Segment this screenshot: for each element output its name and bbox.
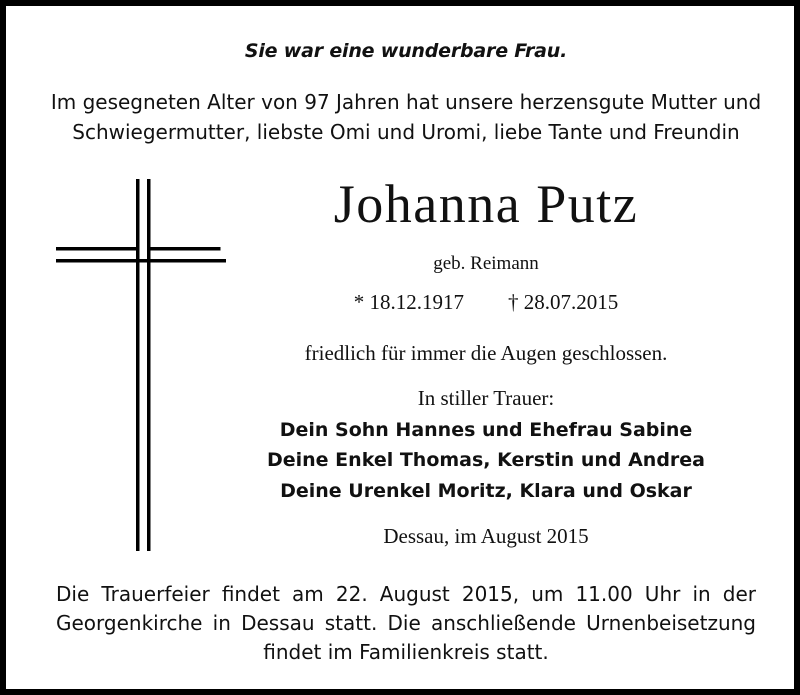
place-and-date: Dessau, im August 2015 <box>383 524 589 548</box>
cross-icon <box>56 179 226 551</box>
funeral-info-line-2: Georgenkirche in Dessau statt. Die anschließende Urnenbeisetzung <box>56 611 756 635</box>
funeral-info-line-3: findet im Familienkreis statt. <box>263 640 549 664</box>
mourner-line: Dein Sohn Hannes und Ehefrau Sabine <box>279 419 693 441</box>
funeral-info-line-1: Die Trauerfeier findet am 22. August 2015, um 11.00 Uhr in der <box>56 582 756 606</box>
mourning-heading: In stiller Trauer: <box>417 386 555 410</box>
deceased-name: Johanna Putz <box>333 174 639 234</box>
death-date: † 28.07.2015 <box>508 290 619 314</box>
intro-line-1: Im gesegneten Alter von 97 Jahren hat unsere herzensgute Mutter und <box>50 90 762 114</box>
intro-line-2: Schwiegermutter, liebste Omi und Uromi, liebe Tante und Freundin <box>72 120 740 144</box>
mourner-line: Deine Urenkel Moritz, Klara und Oskar <box>280 480 692 502</box>
birth-date: * 18.12.1917 <box>353 290 464 314</box>
life-dates <box>236 290 736 315</box>
mourner-line: Deine Enkel Thomas, Kerstin und Andrea <box>266 449 705 471</box>
closing-text: friedlich für immer die Augen geschlossen. <box>304 341 668 365</box>
maiden-name: geb. Reimann <box>433 253 539 274</box>
motto: Sie war eine wunderbare Frau. <box>244 40 568 62</box>
